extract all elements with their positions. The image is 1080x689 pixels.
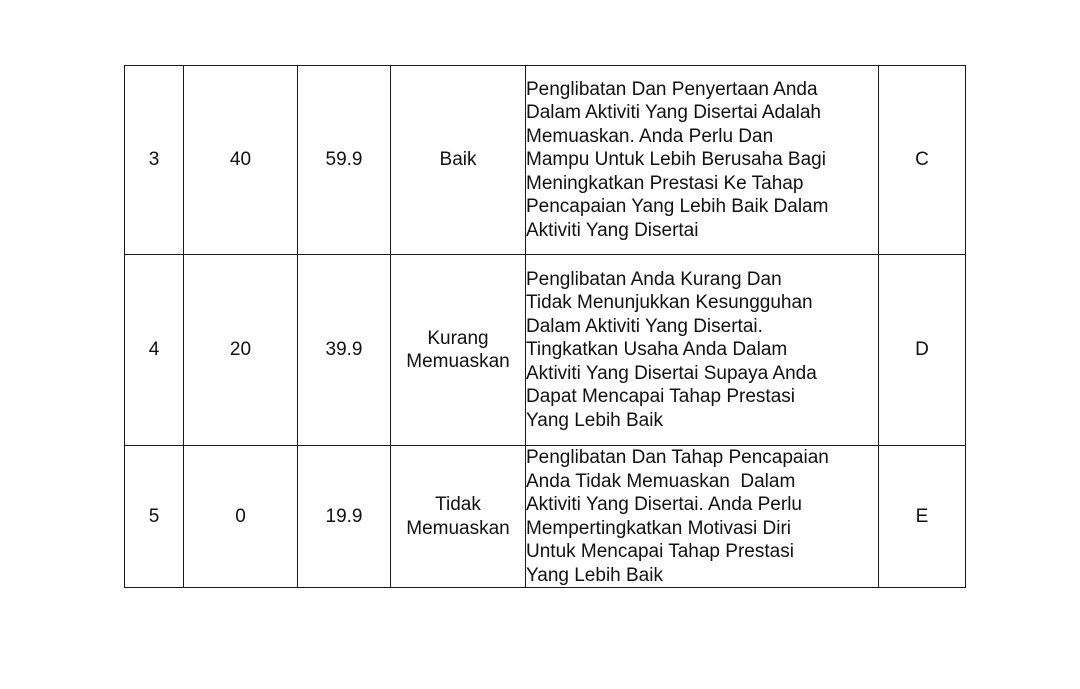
description-line: Pencapaian Yang Lebih Baik Dalam xyxy=(526,196,829,218)
predicate-line: Tidak xyxy=(435,494,481,515)
max-score-cell: 39.9 xyxy=(298,255,391,446)
description-line: Anda Tidak Memuaskan Dalam xyxy=(526,470,796,492)
table-row xyxy=(125,446,966,588)
level-cell: 5 xyxy=(125,446,184,588)
max-score-cell: 19.9 xyxy=(298,446,391,588)
description-line: Dalam Aktiviti Yang Disertai Adalah xyxy=(526,102,822,124)
description-line: Yang Lebih Baik xyxy=(526,409,663,431)
description-line: Mampu Untuk Lebih Berusaha Bagi xyxy=(526,149,826,171)
description-line: Memuaskan. Anda Perlu Dan xyxy=(526,125,774,147)
description-line: Tingkatkan Usaha Anda Dalam xyxy=(526,339,788,361)
min-score-cell: 20 xyxy=(184,255,298,446)
description-line: Dalam Aktiviti Yang Disertai. xyxy=(526,315,763,337)
grade-cell: D xyxy=(879,255,966,446)
description-cell xyxy=(526,255,879,446)
table-row xyxy=(125,255,966,446)
grade-cell: C xyxy=(879,66,966,255)
description-line: Aktiviti Yang Disertai. Anda Perlu xyxy=(526,494,802,515)
description-line: Untuk Mencapai Tahap Prestasi xyxy=(526,541,794,562)
grade-cell: E xyxy=(879,446,966,588)
description-line: Penglibatan Anda Kurang Dan xyxy=(526,268,782,290)
description-cell xyxy=(526,66,879,255)
max-score-cell: 59.9 xyxy=(298,66,391,255)
grade-table xyxy=(124,65,966,588)
description-line: Aktiviti Yang Disertai xyxy=(526,219,699,241)
predicate-line: Memuaskan xyxy=(406,517,510,539)
predicate-line: Memuaskan xyxy=(406,351,510,372)
min-score-cell: 0 xyxy=(184,446,298,588)
predicate-cell xyxy=(391,255,526,446)
description-line: Yang Lebih Baik xyxy=(526,564,663,586)
description-line: Tidak Menunjukkan Kesungguhan xyxy=(526,292,813,314)
predicate-cell xyxy=(391,66,526,255)
table-row xyxy=(125,66,966,255)
description-line: Penglibatan Dan Tahap Pencapaian xyxy=(526,447,829,468)
level-cell: 4 xyxy=(125,255,184,446)
predicate-line: Kurang xyxy=(427,327,489,349)
predicate-line: Baik xyxy=(439,149,477,171)
description-line: Dapat Mencapai Tahap Prestasi xyxy=(526,386,795,408)
level-cell: 3 xyxy=(125,66,184,255)
description-line: Meningkatkan Prestasi Ke Tahap xyxy=(526,172,804,194)
description-line: Aktiviti Yang Disertai Supaya Anda xyxy=(526,362,817,384)
description-line: Penglibatan Dan Penyertaan Anda xyxy=(526,78,818,100)
description-line: Mempertingkatkan Motivasi Diri xyxy=(526,517,792,539)
min-score-cell: 40 xyxy=(184,66,298,255)
predicate-cell xyxy=(391,446,526,588)
description-cell xyxy=(526,446,879,588)
